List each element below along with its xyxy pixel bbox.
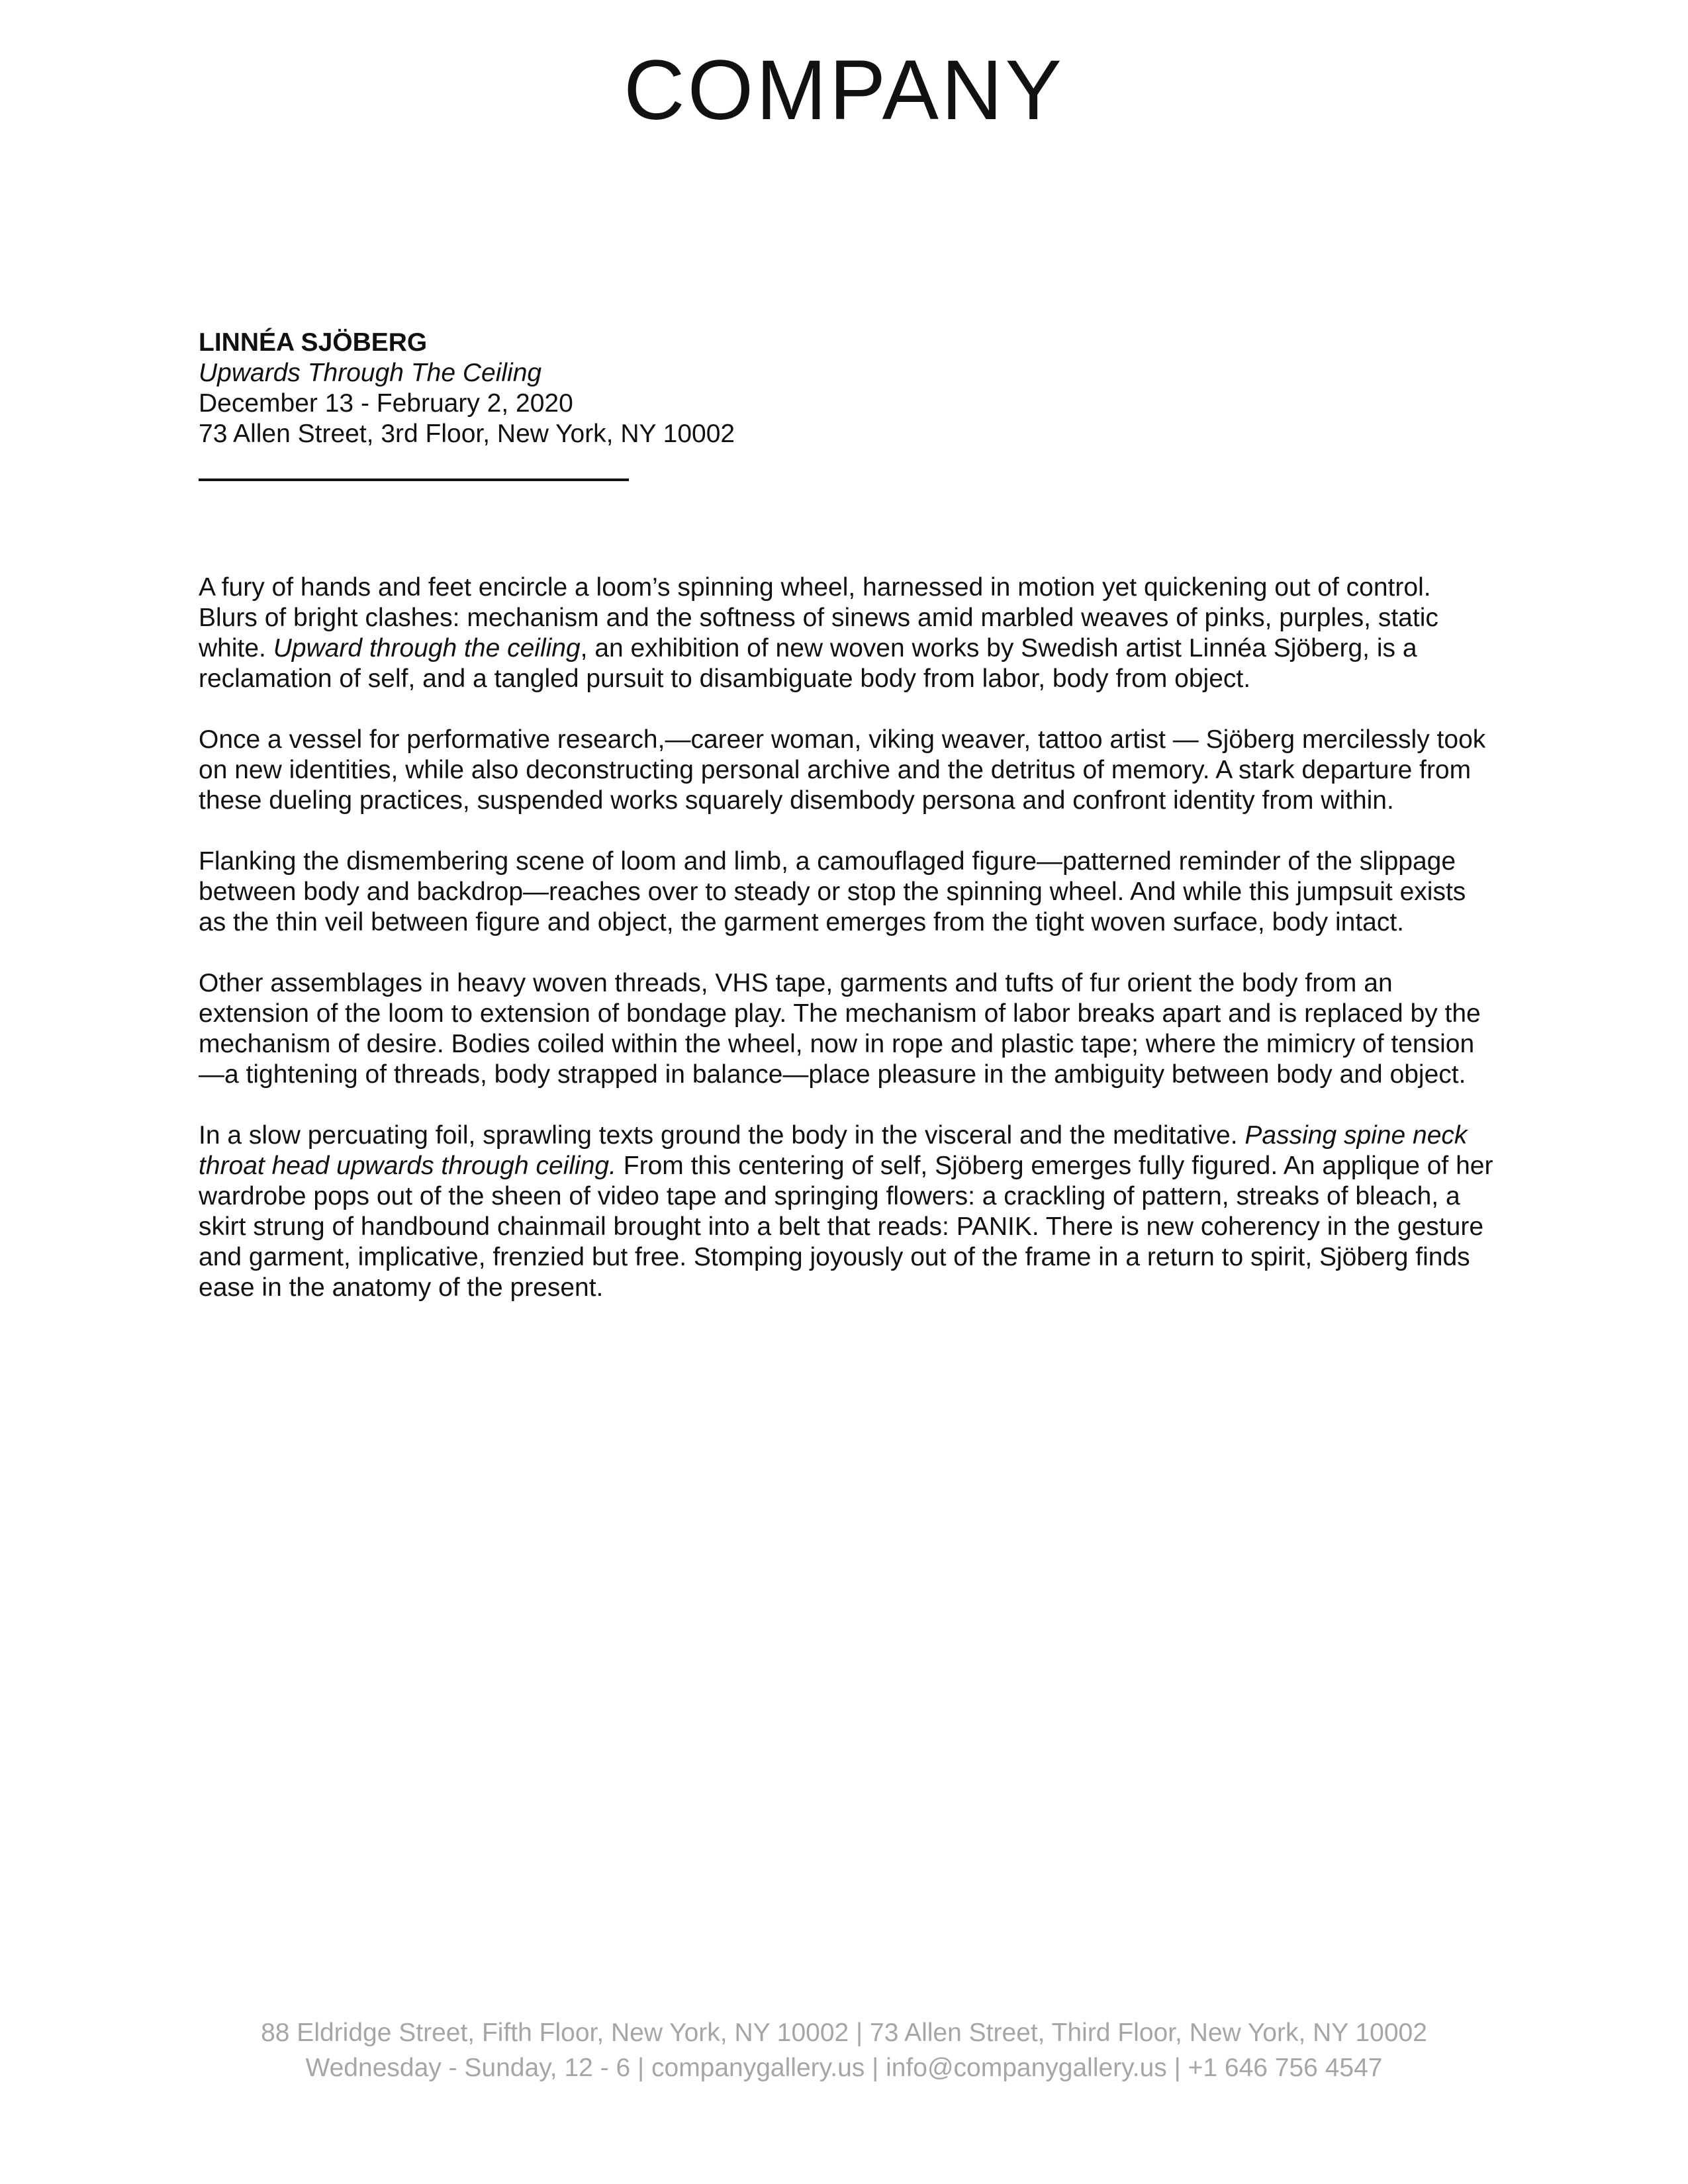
paragraph-1-text-c: , an exhibition of new woven works by Swedish artist Linnéa Sjöberg, is a reclamation of self, and a tangled pursuit to disambiguate body from labor, body from object. xyxy=(199,634,1417,693)
paragraph-4: Other assemblages in heavy woven threads, VHS tape, garments and tufts of fur orient the body from an extension of the loom to extension of bondage play. The mechanism of labor breaks apart and is replaced by the mechanism of desire. Bodies coiled within the wheel, now in rope and plastic tape; where the mimicry of tension—a tightening of threads, body strapped in balance—place pleasure in the ambiguity between body and object. xyxy=(199,969,1481,1089)
paragraph-5-italic-quote: Passing spine neck throat head upwards through ceiling. xyxy=(199,1121,1468,1180)
paragraph-1-text-a: A fury of hands and feet encircle a loom’s spinning wheel, harnessed in motion yet quickening out of control. Blurs of bright clashes: mechanism and the softness of sinews amid marbled weaves of pinks, purples, static white. xyxy=(199,573,1438,662)
paragraph-1-italic-title: Upward through the ceiling xyxy=(273,634,581,662)
company-logo: COMPANY xyxy=(624,43,1064,138)
footer-contact: Wednesday - Sunday, 12 - 6 | companygallery.us | info@companygallery.us | +1 646 756 4547 xyxy=(305,2054,1383,2082)
paragraph-5-text-c: From this centering of self, Sjöberg emerges fully figured. An applique of her wardrobe pops out of the sheen of video tape and springing flowers: a crackling of pattern, streaks of bleach, a skirt strung of handbound chainmail brought into a belt that reads: PANIK. There is new coherency in the gesture and garment, implicative, frenzied but free. Stomping joyously out of the frame in a return to spirit, Sjöberg finds ease in the anatomy of the present. xyxy=(199,1152,1493,1302)
exhibition-dates: December 13 - February 2, 2020 xyxy=(199,389,573,418)
paragraph-1 xyxy=(199,572,1496,694)
paragraph-2: Once a vessel for performative research,—career woman, viking weaver, tattoo artist — Sjöberg mercilessly took on new identities, while also deconstructing personal archive and the detritus of memory. A stark departure from these dueling practices, suspended works squarely disembody persona and confront identity from within. xyxy=(199,725,1486,815)
footer-addresses: 88 Eldridge Street, Fifth Floor, New York, NY 10002 | 73 Allen Street, Third Floor, New York, NY 10002 xyxy=(261,2019,1427,2047)
header-divider xyxy=(199,478,629,481)
exhibition-header xyxy=(199,328,1192,449)
exhibition-address: 73 Allen Street, 3rd Floor, New York, NY 10002 xyxy=(199,420,735,448)
press-release-body xyxy=(199,572,1496,1334)
exhibition-title: Upwards Through The Ceiling xyxy=(199,359,542,387)
paragraph-5-text-a: In a slow percuating foil, sprawling texts ground the body in the visceral and the meditative. xyxy=(199,1121,1245,1150)
footer xyxy=(0,2015,1688,2085)
paragraph-5 xyxy=(199,1120,1496,1303)
paragraph-3: Flanking the dismembering scene of loom and limb, a camouflaged figure—patterned reminder of the slippage between body and backdrop—reaches over to steady or stop the spinning wheel. And while this jumpsuit exists as the thin veil between figure and object, the garment emerges from the tight woven surface, body intact. xyxy=(199,847,1466,936)
artist-name: LINNÉA SJÖBERG xyxy=(199,328,428,357)
